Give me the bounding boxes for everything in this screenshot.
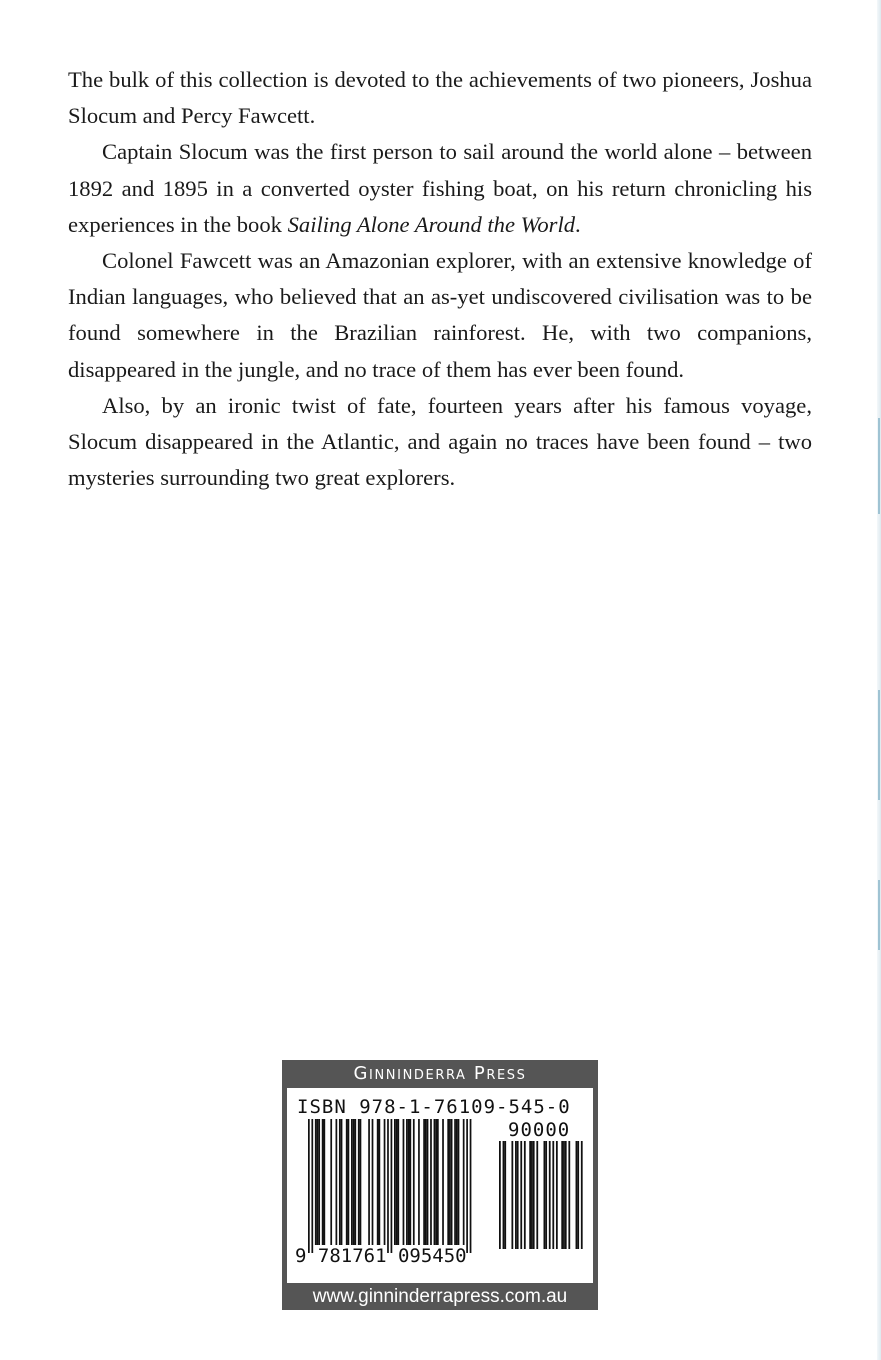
- addon-bar: [568, 1141, 570, 1249]
- addon-bar: [517, 1141, 519, 1249]
- barcode-bar: [466, 1119, 468, 1253]
- addon-bar: [565, 1141, 567, 1249]
- blurb-text: Captain Slocum was the first person to sail around the world alone – between 1892 and 1895 in a converted oyster fishing boat, on his return chronicling his experiences in the book: [68, 139, 812, 237]
- addon-bar: [524, 1141, 526, 1249]
- publisher-name: Ginninderra Press: [353, 1063, 527, 1084]
- addon-bar: [515, 1141, 517, 1249]
- barcode-bar: [348, 1119, 350, 1245]
- barcode-bar: [391, 1119, 393, 1253]
- page-edge-mark: [878, 418, 880, 514]
- addon-bar: [503, 1141, 505, 1249]
- barcode-bar: [470, 1119, 472, 1253]
- addon-bar: [544, 1141, 546, 1249]
- barcode-bar: [318, 1119, 320, 1245]
- barcode-block: [282, 1060, 598, 1310]
- barcode-bar: [377, 1119, 379, 1245]
- barcode-bar: [463, 1119, 465, 1245]
- addon-bar: [577, 1141, 579, 1249]
- addon-bar: [499, 1141, 501, 1249]
- barcode-panel: [287, 1088, 593, 1283]
- addon-bar: [511, 1141, 513, 1249]
- barcode-bar: [458, 1119, 460, 1245]
- ean-digits: 9 781761 095450: [295, 1245, 467, 1267]
- addon-bar: [549, 1141, 551, 1249]
- barcode-bar: [311, 1119, 313, 1253]
- barcode-bar: [456, 1119, 458, 1245]
- barcode-bar: [427, 1119, 429, 1245]
- addon-bar: [536, 1141, 538, 1249]
- publisher-website: www.ginninderrapress.com.au: [312, 1286, 568, 1307]
- addon-bar: [529, 1141, 531, 1249]
- barcode-bar: [330, 1119, 332, 1245]
- addon-bar: [545, 1141, 547, 1249]
- barcode-bar: [434, 1119, 436, 1245]
- barcode-bar: [346, 1119, 348, 1245]
- addon-bar: [533, 1141, 535, 1249]
- barcode-bar: [418, 1119, 420, 1245]
- barcode-bar: [336, 1119, 338, 1245]
- barcode-bar: [360, 1119, 362, 1245]
- barcode-bar: [425, 1119, 427, 1245]
- barcode-bar: [397, 1119, 399, 1245]
- page-edge-shadow: [877, 0, 881, 1360]
- barcode-bar: [403, 1119, 405, 1245]
- barcode-bar: [339, 1119, 341, 1245]
- barcode-bar: [437, 1119, 439, 1245]
- barcode-bar: [454, 1119, 456, 1245]
- barcode-bar: [408, 1119, 410, 1245]
- blurb-paragraph: [68, 134, 812, 243]
- barcode-bar: [372, 1119, 374, 1245]
- isbn-label: ISBN 978-1-76109-545-0: [297, 1096, 571, 1118]
- addon-bar: [504, 1141, 506, 1249]
- barcode-bar: [351, 1119, 353, 1245]
- blurb-text: .: [575, 211, 581, 237]
- addon-bar: [581, 1141, 583, 1249]
- addon-bar: [531, 1141, 533, 1249]
- barcode-bar: [394, 1119, 396, 1245]
- barcode-bar: [379, 1119, 381, 1245]
- barcode-bar: [409, 1119, 411, 1245]
- price-addon-label: 90000: [508, 1119, 571, 1141]
- barcode-bar: [368, 1119, 370, 1245]
- barcode-bar: [358, 1119, 360, 1245]
- barcode-bar: [315, 1119, 317, 1245]
- addon-bar: [561, 1141, 563, 1249]
- barcode-bar: [384, 1119, 386, 1245]
- barcode-bar: [413, 1119, 415, 1245]
- page-edge-mark: [878, 690, 880, 800]
- barcode-bar: [317, 1119, 319, 1245]
- barcode-bar: [430, 1119, 432, 1245]
- addon-bar: [563, 1141, 565, 1249]
- addon-bar: [576, 1141, 578, 1249]
- barcode-bar: [449, 1119, 451, 1245]
- barcode-bar: [406, 1119, 408, 1245]
- addon-bar: [520, 1141, 522, 1249]
- addon-bar: [556, 1141, 558, 1249]
- back-cover-blurb: [68, 62, 812, 496]
- barcode-bar: [442, 1119, 444, 1245]
- page-edge-mark: [878, 880, 880, 950]
- blurb-paragraph: The bulk of this collection is devoted to the achievements of two pioneers, Joshua Slocum and Percy Fawcett.: [68, 67, 812, 129]
- barcode-bar: [435, 1119, 437, 1245]
- addon-bar: [552, 1141, 554, 1249]
- blurb-paragraph: Colonel Fawcett was an Amazonian explorer, with an extensive knowledge of Indian languages, who believed that an as-yet undiscovered civilisation was to be found somewhere in the Brazilian rainforest. He, with two companions, disappeared in the jungle, and no trace of them has ever been found.: [68, 248, 812, 382]
- barcode-bar: [387, 1119, 389, 1253]
- barcode-bar: [423, 1119, 425, 1245]
- barcode-bar: [354, 1119, 356, 1245]
- barcode-bar: [323, 1119, 325, 1245]
- book-title: Sailing Alone Around the World: [287, 211, 576, 237]
- barcode-bar: [341, 1119, 343, 1245]
- barcode-bar: [308, 1119, 310, 1253]
- barcode-bar: [451, 1119, 453, 1245]
- barcode-bar: [447, 1119, 449, 1245]
- barcode-bar: [396, 1119, 398, 1245]
- barcode-bar: [322, 1119, 324, 1245]
- blurb-paragraph: Also, by an ironic twist of fate, fourteen years after his famous voyage, Slocum disappeared in the Atlantic, and again no traces have been found – two mysteries surrounding two great explorers.: [68, 392, 812, 491]
- barcode-bar: [353, 1119, 355, 1245]
